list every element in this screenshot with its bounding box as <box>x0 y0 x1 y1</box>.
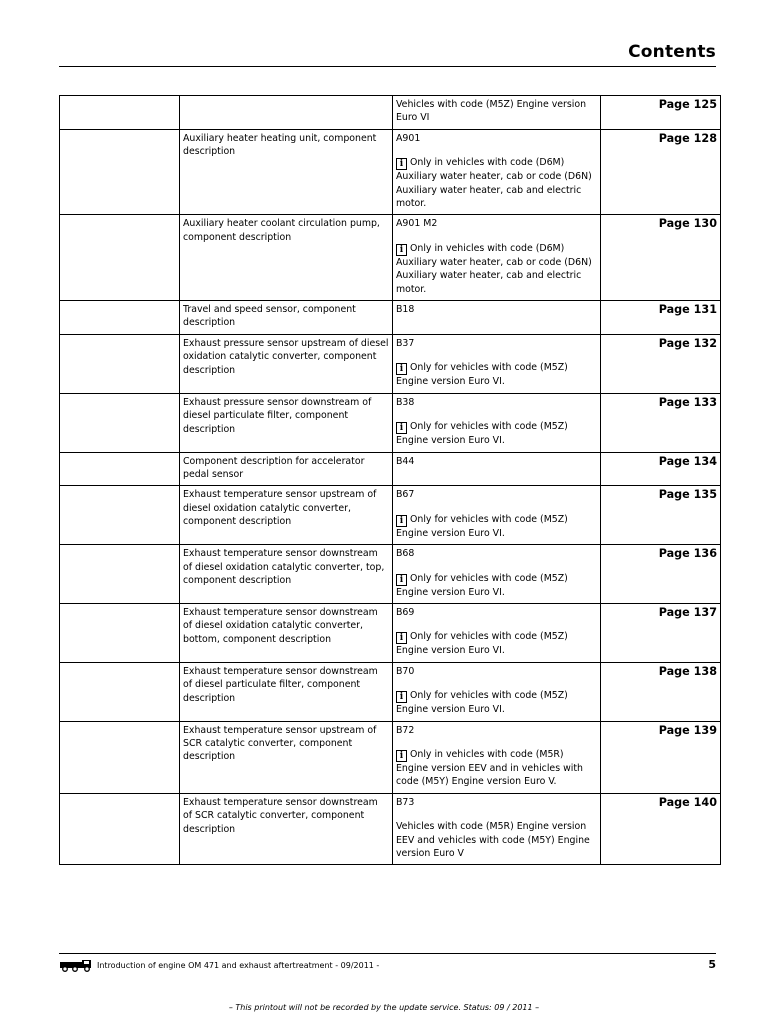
info-icon: i <box>396 632 407 644</box>
component-code: B70 <box>396 665 415 677</box>
empty-cell <box>60 393 180 452</box>
component-code: B69 <box>396 606 415 618</box>
component-note <box>396 156 597 210</box>
empty-cell <box>60 662 180 721</box>
component-code: A901 M2 <box>396 218 438 230</box>
note-text: Only for vehicles with code (M5Z) Engine version Euro VI. <box>396 631 568 657</box>
page-reference: Page 128 <box>601 129 721 215</box>
truck-logo-icon <box>59 958 93 972</box>
component-note <box>396 630 597 657</box>
component-cell: Exhaust pressure sensor upstream of diesel oxidation catalytic converter, component description <box>180 334 393 393</box>
code-cell <box>393 721 601 793</box>
component-note <box>396 689 597 716</box>
component-cell: Exhaust temperature sensor downstream of SCR catalytic converter, component description <box>180 793 393 865</box>
component-note <box>396 572 597 599</box>
code-cell <box>393 793 601 865</box>
code-cell <box>393 452 601 486</box>
info-icon: i <box>396 422 407 434</box>
component-code: B73 <box>396 796 415 808</box>
note-text: Only for vehicles with code (M5Z) Engine version Euro VI. <box>396 690 568 716</box>
page-reference: Page 138 <box>601 662 721 721</box>
note-text: Only in vehicles with code (M5R) Engine version EEV and in vehicles with code (M5Y) Engine version Euro V. <box>396 748 583 788</box>
component-cell: Auxiliary heater heating unit, component description <box>180 129 393 215</box>
info-icon: i <box>396 750 407 762</box>
table-row <box>60 793 721 865</box>
component-code: B38 <box>396 396 415 408</box>
page-reference: Page 125 <box>601 96 721 130</box>
component-cell: Component description for accelerator pedal sensor <box>180 452 393 486</box>
table-row <box>60 129 721 215</box>
info-icon: i <box>396 515 407 527</box>
note-text: Vehicles with code (M5Z) Engine version Euro VI <box>396 99 587 124</box>
component-note <box>396 748 597 789</box>
page-reference: Page 134 <box>601 452 721 486</box>
empty-cell <box>60 215 180 301</box>
note-text: Only for vehicles with code (M5Z) Engine version Euro VI. <box>396 572 568 598</box>
component-cell: Exhaust temperature sensor upstream of SCR catalytic converter, component description <box>180 721 393 793</box>
component-cell: Exhaust pressure sensor downstream of diesel particulate filter, component description <box>180 393 393 452</box>
page-reference: Page 140 <box>601 793 721 865</box>
empty-cell <box>60 486 180 545</box>
table-row <box>60 603 721 662</box>
component-code: B37 <box>396 337 415 349</box>
page-reference: Page 130 <box>601 215 721 301</box>
component-cell: Auxiliary heater coolant circulation pump, component description <box>180 215 393 301</box>
empty-cell <box>60 334 180 393</box>
component-note <box>396 820 597 860</box>
note-text: Only in vehicles with code (D6M) Auxiliary water heater, cab or code (D6N) Auxiliary water heater, cab and electric motor. <box>396 157 592 210</box>
note-text: Only for vehicles with code (M5Z) Engine version Euro VI. <box>396 421 568 447</box>
page-reference: Page 131 <box>601 301 721 335</box>
component-note <box>396 420 597 447</box>
component-code: B72 <box>396 724 415 736</box>
table-row <box>60 334 721 393</box>
component-note <box>396 242 597 296</box>
component-code: B68 <box>396 548 415 560</box>
info-icon: i <box>396 574 407 586</box>
code-cell <box>393 301 601 335</box>
empty-cell <box>60 301 180 335</box>
empty-cell <box>60 603 180 662</box>
table-row <box>60 96 721 130</box>
header-divider <box>59 66 716 67</box>
code-cell <box>393 545 601 604</box>
table-row <box>60 545 721 604</box>
empty-cell <box>60 545 180 604</box>
contents-table <box>59 95 721 865</box>
component-code: B67 <box>396 489 415 501</box>
code-cell <box>393 662 601 721</box>
code-cell <box>393 96 601 130</box>
footer-divider <box>59 953 716 954</box>
note-text: Only for vehicles with code (M5Z) Engine version Euro VI. <box>396 513 568 539</box>
page-reference: Page 132 <box>601 334 721 393</box>
code-cell <box>393 215 601 301</box>
component-code: A901 <box>396 132 421 144</box>
component-cell: Exhaust temperature sensor upstream of diesel oxidation catalytic converter, component description <box>180 486 393 545</box>
component-cell: Exhaust temperature sensor downstream of diesel particulate filter, component description <box>180 662 393 721</box>
page-title: Contents <box>628 42 716 62</box>
code-cell <box>393 334 601 393</box>
table-row <box>60 721 721 793</box>
note-text: Only for vehicles with code (M5Z) Engine version Euro VI. <box>396 362 568 388</box>
component-cell: Exhaust temperature sensor downstream of diesel oxidation catalytic converter, bottom, component description <box>180 603 393 662</box>
page-reference: Page 135 <box>601 486 721 545</box>
info-icon: i <box>396 158 407 170</box>
table-row <box>60 393 721 452</box>
empty-cell <box>60 96 180 130</box>
info-icon: i <box>396 363 407 375</box>
info-icon: i <box>396 244 407 256</box>
code-cell <box>393 603 601 662</box>
footer-document-title: Introduction of engine OM 471 and exhaust aftertreatment - 09/2011 - <box>97 961 380 970</box>
empty-cell <box>60 721 180 793</box>
code-cell <box>393 486 601 545</box>
contents-table-body <box>60 96 721 865</box>
info-icon: i <box>396 691 407 703</box>
component-note <box>396 361 597 388</box>
component-cell: Exhaust temperature sensor downstream of diesel oxidation catalytic converter, top, component description <box>180 545 393 604</box>
table-row <box>60 301 721 335</box>
component-cell <box>180 96 393 130</box>
component-note <box>396 98 597 125</box>
empty-cell <box>60 129 180 215</box>
table-row <box>60 486 721 545</box>
empty-cell <box>60 793 180 865</box>
page-reference: Page 139 <box>601 721 721 793</box>
page-number: 5 <box>708 958 716 971</box>
page-reference: Page 136 <box>601 545 721 604</box>
status-notice: – This printout will not be recorded by the update service. Status: 09 / 2011 – <box>228 1003 540 1012</box>
component-note <box>396 513 597 540</box>
note-text: Only in vehicles with code (D6M) Auxiliary water heater, cab or code (D6N) Auxiliary water heater, cab and electric motor. <box>396 242 592 295</box>
component-code: B18 <box>396 304 415 316</box>
code-cell <box>393 393 601 452</box>
table-row <box>60 215 721 301</box>
table-row <box>60 452 721 486</box>
component-code: B44 <box>396 455 415 467</box>
table-row <box>60 662 721 721</box>
page-reference: Page 133 <box>601 393 721 452</box>
page-reference: Page 137 <box>601 603 721 662</box>
code-cell <box>393 129 601 215</box>
component-cell: Travel and speed sensor, component description <box>180 301 393 335</box>
note-text: Vehicles with code (M5R) Engine version EEV and vehicles with code (M5Y) Engine version Euro V <box>396 821 590 859</box>
empty-cell <box>60 452 180 486</box>
